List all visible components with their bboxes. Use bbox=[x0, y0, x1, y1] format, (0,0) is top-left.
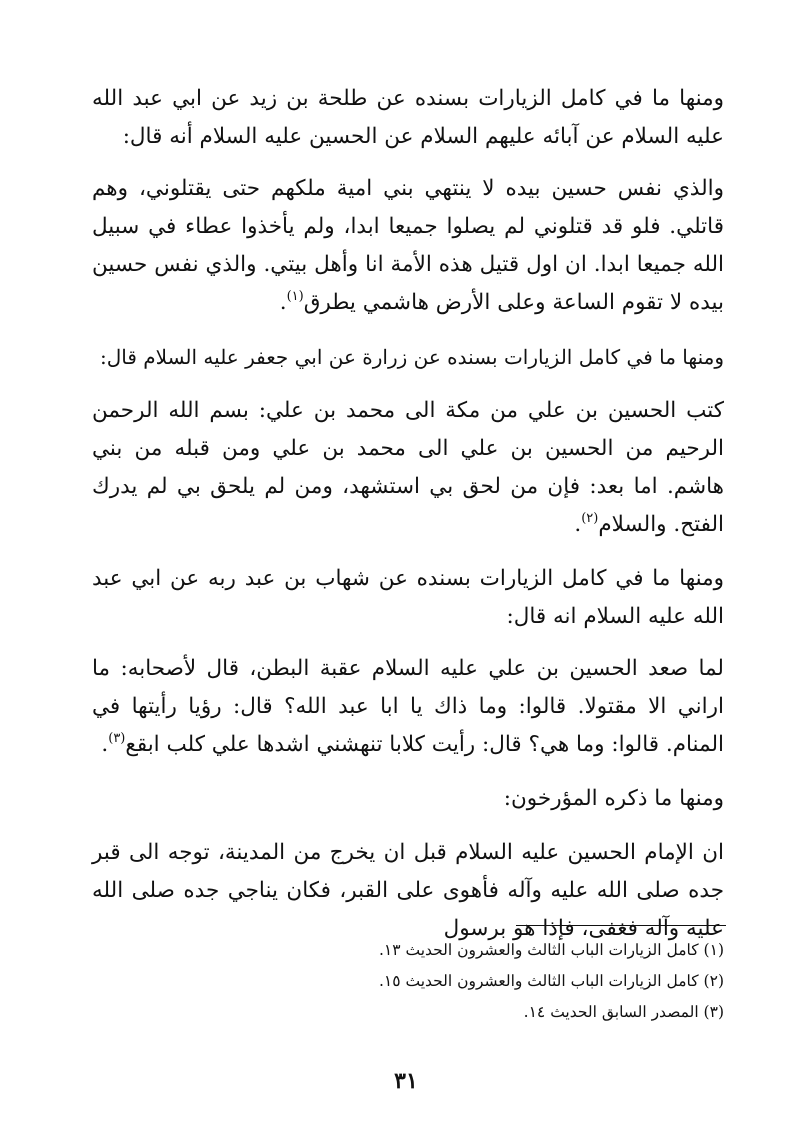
paragraph-text: ومنها ما ذكره المؤرخون: bbox=[503, 786, 724, 811]
paragraph-end: . bbox=[279, 290, 287, 315]
paragraph-text: كتب الحسين بن علي من مكة الى محمد بن علي: بسم الله الرحمن الرحيم من الحسين بن علي الى محمد بن علي ومن قبله من بني هاشم. اما بعد: فإن من لحق بي استشهد، ومن لم يلحق بي لم يدرك الفتح. والسلام bbox=[92, 398, 724, 537]
paragraph-text: ومنها ما في كامل الزيارات بسنده عن زرارة عن ابي جعفر عليه السلام قال: bbox=[99, 345, 724, 369]
paragraph-8 bbox=[92, 834, 724, 948]
paragraph-2 bbox=[92, 170, 724, 322]
paragraph-6 bbox=[92, 650, 724, 764]
main-text bbox=[92, 80, 724, 964]
paragraph-4 bbox=[92, 392, 724, 544]
paragraph-end: . bbox=[574, 512, 582, 537]
paragraph-text: لما صعد الحسين بن علي عليه السلام عقبة البطن، قال لأصحابه: ما اراني الا مقتولا. قالوا: وما ذاك يا ابا عبد الله؟ قال: رؤيا رأيتها في المنام. قالوا: وما هي؟ قال: رأيت كلابا تنهشني اشدها علي كلب ابقع bbox=[92, 656, 724, 757]
footnote-divider bbox=[516, 925, 726, 926]
footnote-2: (٢) كامل الزيارات الباب الثالث والعشرون الحديث ١٥. bbox=[378, 972, 724, 990]
footnote-ref-1[interactable]: (١) bbox=[286, 289, 304, 304]
footnote-ref-3[interactable]: (٣) bbox=[108, 731, 126, 746]
paragraph-text: ومنها ما في كامل الزيارات بسنده عن طلحة بن زيد عن ابي عبد الله عليه السلام عن آبائه عليهم السلام عن الحسين عليه السلام أنه قال: bbox=[92, 86, 724, 149]
footnote-ref-2[interactable]: (٢) bbox=[581, 511, 599, 526]
page-number: ٣١ bbox=[394, 1068, 418, 1094]
paragraph-text: ان الإمام الحسين عليه السلام قبل ان يخرج من المدينة، توجه الى قبر جده صلى الله عليه وآله فأهوى على القبر، فكان يناجي جده صلى الله عليه وآله فغفى، فإذا هو برسول bbox=[92, 840, 724, 941]
paragraph-text: ومنها ما في كامل الزيارات بسنده عن شهاب بن عبد ربه عن ابي عبد الله عليه السلام انه قال: bbox=[92, 566, 724, 629]
paragraph-text: والذي نفس حسين بيده لا ينتهي بني امية ملكهم حتى يقتلوني، وهم قاتلي. فلو قد قتلوني لم يصلوا جميعا ابدا، ولم يأخذوا عطاء في سبيل الله جميعا ابدا. ان اول قتيل هذه الأمة انا وأهل بيتي. والذي نفس حسين بيده لا تقوم الساعة وعلى الأرض هاشمي يطرق bbox=[92, 176, 724, 315]
footnote-1: (١) كامل الزيارات الباب الثالث والعشرون الحديث ١٣. bbox=[378, 941, 724, 959]
paragraph-3 bbox=[92, 338, 724, 376]
paragraph-1 bbox=[92, 80, 724, 156]
footnote-3: (٣) المصدر السابق الحديث ١٤. bbox=[523, 1003, 724, 1021]
paragraph-end: . bbox=[101, 732, 109, 757]
paragraph-5 bbox=[92, 560, 724, 636]
paragraph-7 bbox=[92, 780, 724, 818]
footnotes bbox=[92, 935, 724, 1028]
